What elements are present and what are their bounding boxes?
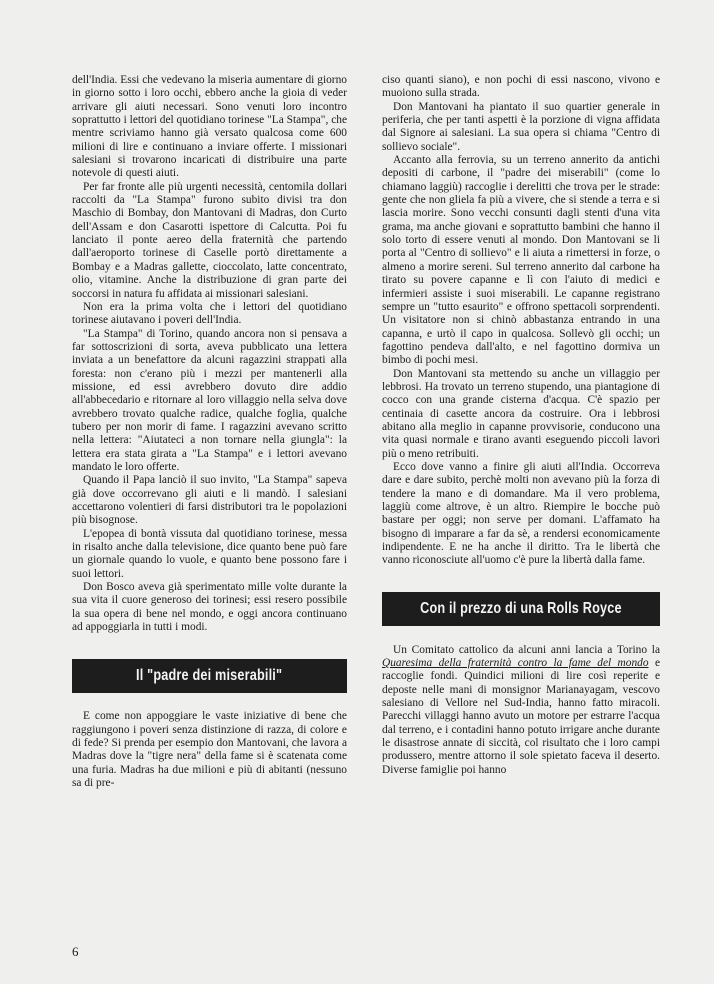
page-number: 6 bbox=[72, 944, 79, 959]
section-heading: Il "padre dei miserabili" bbox=[136, 667, 283, 685]
paragraph: E come non appoggiare le vaste iniziative di bene che raggiungono i poveri senza distinzione di razza, di colore e di fede? Si prenda per esempio don Mantovani, che lavora a Madras dove la "tigre nera" della fame si è scatenata come una furia. Madras ha due milioni e più di abitanti (nessuno sa di pre- bbox=[72, 710, 347, 790]
paragraph: ciso quanti siano), e non pochi di essi nascono, vivono e muoiono sulla strada. bbox=[382, 74, 660, 100]
paragraph: Non era la prima volta che i lettori del quotidiano torinese aiutavano i poveri dell'India. bbox=[72, 300, 347, 327]
section-heading-banner bbox=[72, 659, 347, 693]
paragraph bbox=[382, 644, 660, 777]
paragraph: Don Mantovani sta mettendo su anche un villaggio per lebbrosi. Ha trovato un terreno stupendo, una piantagione di cocco con una grande cisterna d'acqua. C'è spazio per centinaia di casette ancora da costruire. Ora i lebbrosi abitano alla meglio in capanne provvisorie, conducono una vita quasi normale e tirano avanti eseguendo piccoli lavori più o meno retribuiti. bbox=[382, 367, 660, 460]
paragraph: dell'India. Essi che vedevano la miseria aumentare di giorno in giorno sotto i loro occhi, ebbero anche la gioia di veder arrivare gli aiuti necessari. Sono venuti loro incontro soprattutto i lettori del quotidiano torinese "La Stampa", che mentre scriviamo hanno già versato qualcosa come 600 milioni di lire e continuano a inviare offerte. I missionari salesiani si trovarono incaricati di distribuire una parte notevole di questi aiuti. bbox=[72, 74, 347, 180]
paragraph: Don Bosco aveva già sperimentato mille volte durante la sua vita il cuore generoso dei torinesi; essi resero possibile la sua opera di bene nel mondo, e oggi ancora continuano ad appoggiarla in tutti i modi. bbox=[72, 581, 347, 634]
section-heading-banner bbox=[382, 592, 660, 626]
paragraph: Don Mantovani ha piantato il suo quartier generale in periferia, che per tanti aspetti è la porzione di vigna affidata dal Signore ai salesiani. La sua opera si chiama "Centro di sollievo sociale". bbox=[382, 100, 660, 153]
paragraph: Ecco dove vanno a finire gli aiuti all'India. Occorreva dare e dare subito, perchè molti non avevano più la forza di tendere la mano e di domandare. Ma il vero problema, laggiù come altrove, è un altro. Riempire le bocche può bastare per oggi; non serve per domani. L'affamato ha bisogno di imparare a far da sè, a rendersi economicamente indipendente. E ne ha anche il diritto. Tra le libertà che vanno riconosciute all'uomo c'è pure la libertà dalla fame. bbox=[382, 460, 660, 567]
paragraph-rest: e raccoglie fondi. Quindici milioni di lire così reperite e deposte nelle mani di monsignor Marianayagam, vescovo salesiano di Vellore nel Sud-India, hanno fatto miracoli. Parecchi villaggi hanno avuto un motore per estrarre l'acqua dal terreno, e i contadini hanno potuto irrigare anche durante le disastrose annate di siccità, col risultato che i loro campi produssero, mentre attorno il sole spietato faceva il deserto. Diverse famiglie poi hanno bbox=[382, 657, 660, 776]
section-heading: Con il prezzo di una Rolls Royce bbox=[420, 599, 622, 617]
paragraph: "La Stampa" di Torino, quando ancora non si pensava a far sottoscrizioni di sorta, aveva pubblicato una lettera inviata a un benefattore da alcuni ragazzini strappati alla foresta: non c'erano più i mezzi per mantenerli alla missione, ed essi avrebbero dovuto dire addio all'abbecedario e ritornare al loro villaggio nella selva dove avrebbero trovato qualche radice, qualche foglia, qualche tubero per non morir di fame. I ragazzini avevano scritto nella lettera: "Aiutateci a non tornare nella giungla": la lettera era stata girata a "La Stampa" e i lettori avevano mandato le loro offerte. bbox=[72, 327, 347, 473]
paragraph: Per far fronte alle più urgenti necessità, centomila dollari raccolti da "La Stampa" furono subito divisi tra don Maschio di Bombay, don Mantovani di Madras, don Curto dell'Assam e don Casarotti ispettore di Calcutta. Poi fu lanciato il ponte aereo della fraternità che partendo dall'aeroporto torinese di Caselle portò direttamente a Bombay e a Madras gallette, cioccolato, latte concentrato, olio, vitamine. Anche la distribuzione di gran parte dei soccorsi in natura fu affidata ai missionari salesiani. bbox=[72, 180, 347, 300]
paragraph-intro: Un Comitato cattolico da alcuni anni lancia a Torino la bbox=[393, 643, 660, 656]
left-column bbox=[72, 74, 347, 791]
paragraph: L'epopea di bontà vissuta dal quotidiano torinese, messa in risalto anche dalla televisione, dice quanto bene può fare un giornale quando lo vuole, e quanto bene possono fare i suoi lettori. bbox=[72, 527, 347, 580]
right-column bbox=[382, 74, 660, 777]
campaign-title: Quaresima della fraternità contro la fame del mondo bbox=[382, 657, 649, 670]
paragraph: Accanto alla ferrovia, su un terreno annerito da antichi depositi di carbone, il "padre dei miserabili" (come lo chiamano laggiù) raccoglie i derelitti che trova per le strade: gente che non gliela fa più a vivere, che si stende a terra e si lascia morire. Sono vecchi consunti dagli stenti d'una vita grama, ma anche giovani e soprattutto bambini che hanno il solo torto di essere venuti al mondo. Don Mantovani se li porta al "Centro di sollievo" e li aiuta a rimettersi in forze, o almeno a morire sereni. Sul terreno annerito dal carbone ha tirato su povere capanne e lì con l'aiuto di medici e infermieri assiste i suoi miserabili. Le capanne registrano sempre un "tutto esaurito" e offrono spettacoli sorprendenti. Un visitatore non si chinò abbastanza entrando in una capanna, e urtò il capo in qualcosa. Sollevò gli occhi; un fagottino pendeva dall'alto, e nel fagottino dormiva un bimbo di pochi mesi. bbox=[382, 154, 660, 367]
paragraph: Quando il Papa lanciò il suo invito, "La Stampa" sapeva già dove occorrevano gli aiuti e li mandò. I salesiani accettarono volentieri di farsi distributori tra le popolazioni più bisognose. bbox=[72, 474, 347, 527]
